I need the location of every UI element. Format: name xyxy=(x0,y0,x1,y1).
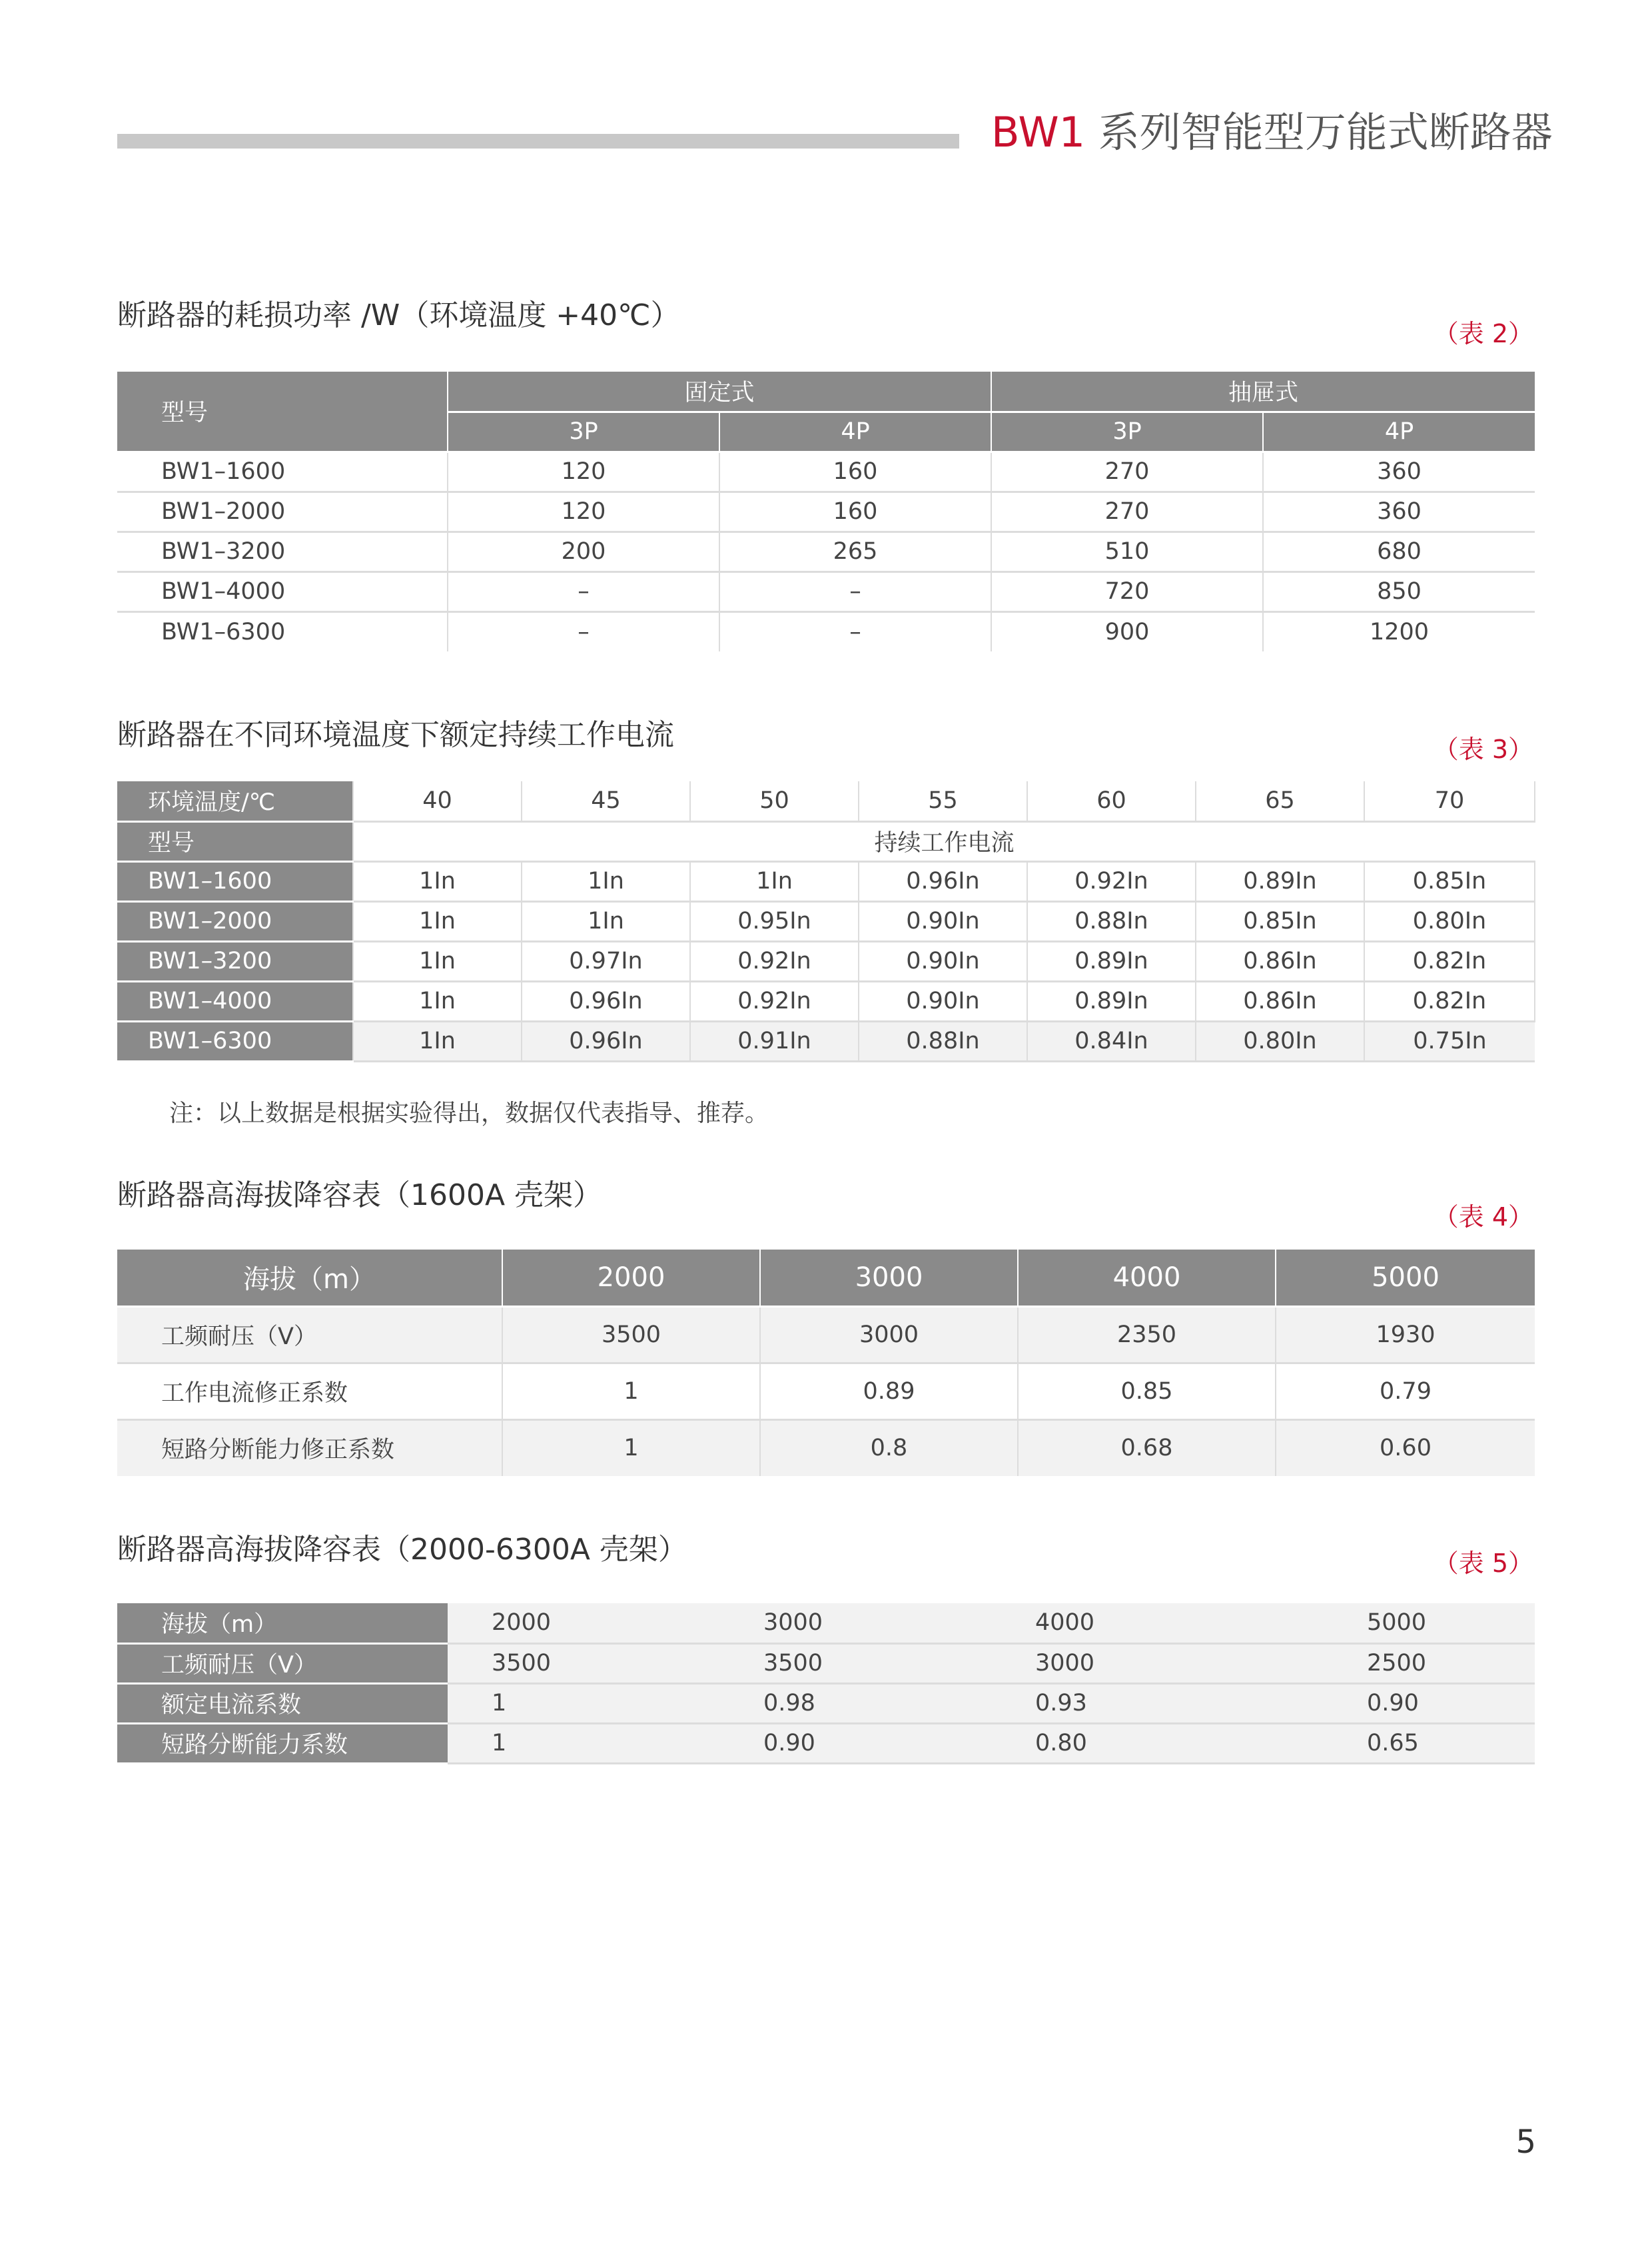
param-cell: 额定电流系数 xyxy=(117,1683,448,1723)
param-cell: 海拔（m） xyxy=(117,1603,448,1643)
value-cell: 0.92In xyxy=(690,981,859,1021)
value-cell: 0.86In xyxy=(1196,981,1364,1021)
header-value: 4000 xyxy=(1018,1250,1276,1306)
value-cell: – xyxy=(448,611,719,651)
value-cell: 0.80 xyxy=(991,1723,1263,1763)
table2-tag: （表 2） xyxy=(1433,319,1533,348)
series-title: 系列智能型万能式断路器 xyxy=(1085,108,1553,157)
value-cell: 160 xyxy=(719,452,991,492)
value-cell: – xyxy=(719,611,991,651)
param-cell: 工频耐压（V） xyxy=(117,1643,448,1683)
derating-1600-table xyxy=(117,1250,1535,1476)
value-cell: 0.93 xyxy=(991,1683,1263,1723)
value-cell: 0.80In xyxy=(1364,901,1535,941)
header-altitude: 海拔（m） xyxy=(117,1250,502,1306)
table-row xyxy=(117,1683,1535,1723)
brand-name: BW1 xyxy=(991,108,1086,157)
header-value: 5000 xyxy=(1276,1250,1535,1306)
table5-tag: （表 5） xyxy=(1433,1549,1533,1578)
value-cell: 0.68 xyxy=(1018,1419,1276,1476)
value-cell: 0.92In xyxy=(690,941,859,981)
value-cell: 0.60 xyxy=(1276,1419,1535,1476)
param-cell: 工作电流修正系数 xyxy=(117,1363,502,1419)
value-cell: 1200 xyxy=(1263,611,1535,651)
value-cell: 3500 xyxy=(502,1306,760,1363)
value-cell: 0.89In xyxy=(1027,941,1196,981)
value-cell: 1In xyxy=(353,981,522,1021)
header-value: 2000 xyxy=(502,1250,760,1306)
table4-title: 断路器高海拔降容表（1600A 壳架） xyxy=(117,1178,603,1212)
value-cell: – xyxy=(448,571,719,611)
power-loss-table xyxy=(117,372,1535,651)
header-decor-bar xyxy=(117,134,959,149)
temp-cell: 70 xyxy=(1364,781,1535,821)
value-cell: 1In xyxy=(353,901,522,941)
value-cell: 0.89In xyxy=(1196,861,1364,901)
model-cell: BW1–3200 xyxy=(117,532,448,571)
model-cell: BW1–4000 xyxy=(117,981,353,1021)
value-cell: 3500 xyxy=(719,1643,991,1683)
value-cell: 2000 xyxy=(448,1603,719,1643)
header-drawout: 抽屉式 xyxy=(991,372,1535,412)
value-cell: 4000 xyxy=(991,1603,1263,1643)
value-cell: 265 xyxy=(719,532,991,571)
value-cell: 720 xyxy=(991,571,1263,611)
derating-2000-6300-table xyxy=(117,1603,1535,1764)
value-cell: 0.85 xyxy=(1018,1363,1276,1419)
value-cell: 1 xyxy=(448,1683,719,1723)
table-row xyxy=(117,492,1535,532)
value-cell: 0.90 xyxy=(1263,1683,1535,1723)
value-cell: 2500 xyxy=(1263,1643,1535,1683)
value-cell: 0.85In xyxy=(1364,861,1535,901)
temp-cell: 65 xyxy=(1196,781,1364,821)
value-cell: 270 xyxy=(991,452,1263,492)
value-cell: 1 xyxy=(448,1723,719,1763)
value-cell: 0.89In xyxy=(1027,981,1196,1021)
table3-note: 注：以上数据是根据实验得出，数据仅代表指导、推荐。 xyxy=(169,1100,769,1127)
header-drawout-4p: 4P xyxy=(1263,412,1535,452)
value-cell: 0.90In xyxy=(859,981,1027,1021)
value-cell: 0.96In xyxy=(522,981,690,1021)
value-cell: 0.91In xyxy=(690,1021,859,1061)
value-cell: 680 xyxy=(1263,532,1535,571)
value-cell: 0.92In xyxy=(1027,861,1196,901)
value-cell: 1In xyxy=(353,941,522,981)
value-cell: 0.95In xyxy=(690,901,859,941)
value-cell: 1 xyxy=(502,1363,760,1419)
table-row xyxy=(117,1419,1535,1476)
value-cell: 0.86In xyxy=(1196,941,1364,981)
model-label-cell: 型号 xyxy=(117,821,353,861)
header-fixed-3p: 3P xyxy=(448,412,719,452)
value-cell: 270 xyxy=(991,492,1263,532)
value-cell: 0.84In xyxy=(1027,1021,1196,1061)
value-cell: 5000 xyxy=(1263,1603,1535,1643)
table-row xyxy=(117,532,1535,571)
table3-title: 断路器在不同环境温度下额定持续工作电流 xyxy=(117,718,674,752)
table2-title: 断路器的耗损功率 /W（环境温度 +40℃） xyxy=(117,298,680,332)
model-cell: BW1–1600 xyxy=(117,861,353,901)
value-cell: 2350 xyxy=(1018,1306,1276,1363)
page-number: 5 xyxy=(1515,2123,1536,2161)
value-cell: 0.82In xyxy=(1364,981,1535,1021)
value-cell: 1In xyxy=(522,861,690,901)
value-cell: 1In xyxy=(353,1021,522,1061)
value-cell: 0.88In xyxy=(1027,901,1196,941)
temp-cell: 40 xyxy=(353,781,522,821)
rated-current-table xyxy=(117,781,1535,1062)
param-cell: 短路分断能力修正系数 xyxy=(161,1437,395,1464)
value-cell: 850 xyxy=(1263,571,1535,611)
value-cell: 0.90In xyxy=(859,941,1027,981)
value-cell: 3500 xyxy=(448,1643,719,1683)
header-value: 3000 xyxy=(760,1250,1018,1306)
model-cell: BW1–6300 xyxy=(161,618,286,645)
value-cell: 900 xyxy=(991,611,1263,651)
value-cell: 0.85In xyxy=(1196,901,1364,941)
value-cell: 3000 xyxy=(719,1603,991,1643)
table-row xyxy=(117,611,1535,651)
table-row xyxy=(117,1603,1535,1643)
param-cell: 工频耐压（V） xyxy=(117,1306,502,1363)
table-row xyxy=(117,861,1535,901)
value-cell: 0.82In xyxy=(1364,941,1535,981)
temp-cell: 55 xyxy=(859,781,1027,821)
value-cell: 1In xyxy=(690,861,859,901)
table-row xyxy=(117,1363,1535,1419)
model-cell: BW1–2000 xyxy=(117,492,448,532)
value-cell: 0.80In xyxy=(1196,1021,1364,1061)
value-cell: 0.8 xyxy=(760,1419,1018,1476)
header-model: 型号 xyxy=(117,372,448,452)
value-cell: 0.98 xyxy=(719,1683,991,1723)
param-cell: 短路分断能力系数 xyxy=(117,1723,448,1763)
temp-cell: 50 xyxy=(690,781,859,821)
value-cell: – xyxy=(719,571,991,611)
model-cell: BW1–6300 xyxy=(117,1021,353,1061)
table-row xyxy=(117,941,1535,981)
header-drawout-3p: 3P xyxy=(991,412,1263,452)
table-row xyxy=(117,1643,1535,1683)
temp-cell: 60 xyxy=(1027,781,1196,821)
value-cell: 200 xyxy=(448,532,719,571)
table-row xyxy=(117,981,1535,1021)
value-cell: 0.96In xyxy=(522,1021,690,1061)
value-cell: 360 xyxy=(1263,492,1535,532)
current-label-cell: 持续工作电流 xyxy=(353,821,1535,861)
value-cell: 3000 xyxy=(991,1643,1263,1683)
model-cell: BW1–4000 xyxy=(117,571,448,611)
value-cell: 0.89 xyxy=(760,1363,1018,1419)
value-cell: 0.65 xyxy=(1263,1723,1535,1763)
value-cell: 0.90In xyxy=(859,901,1027,941)
table-row xyxy=(117,1723,1535,1763)
table5-title: 断路器高海拔降容表（2000-6300A 壳架） xyxy=(117,1533,687,1567)
table-row xyxy=(117,901,1535,941)
header-fixed: 固定式 xyxy=(448,372,991,412)
value-cell: 1 xyxy=(502,1419,760,1476)
model-cell: BW1–1600 xyxy=(117,452,448,492)
table-row xyxy=(117,452,1535,492)
value-cell: 1In xyxy=(522,901,690,941)
table4-tag: （表 4） xyxy=(1433,1202,1533,1232)
value-cell: 120 xyxy=(448,492,719,532)
value-cell: 0.75In xyxy=(1364,1021,1535,1061)
table-row xyxy=(117,571,1535,611)
value-cell: 1930 xyxy=(1276,1306,1535,1363)
value-cell: 160 xyxy=(719,492,991,532)
model-cell: BW1–3200 xyxy=(117,941,353,981)
value-cell: 0.88In xyxy=(859,1021,1027,1061)
header-fixed-4p: 4P xyxy=(719,412,991,452)
model-cell: BW1–2000 xyxy=(117,901,353,941)
value-cell: 1In xyxy=(353,861,522,901)
document-title xyxy=(991,108,1553,157)
value-cell: 360 xyxy=(1263,452,1535,492)
value-cell: 0.96In xyxy=(859,861,1027,901)
table-row xyxy=(117,1021,1535,1061)
value-cell: 0.97In xyxy=(522,941,690,981)
temp-cell: 45 xyxy=(522,781,690,821)
table-row xyxy=(117,1306,1535,1363)
value-cell: 120 xyxy=(448,452,719,492)
value-cell: 0.79 xyxy=(1276,1363,1535,1419)
value-cell: 3000 xyxy=(760,1306,1018,1363)
temp-label-cell: 环境温度/℃ xyxy=(117,781,353,821)
table3-tag: （表 3） xyxy=(1433,735,1533,764)
value-cell: 510 xyxy=(991,532,1263,571)
value-cell: 0.90 xyxy=(719,1723,991,1763)
